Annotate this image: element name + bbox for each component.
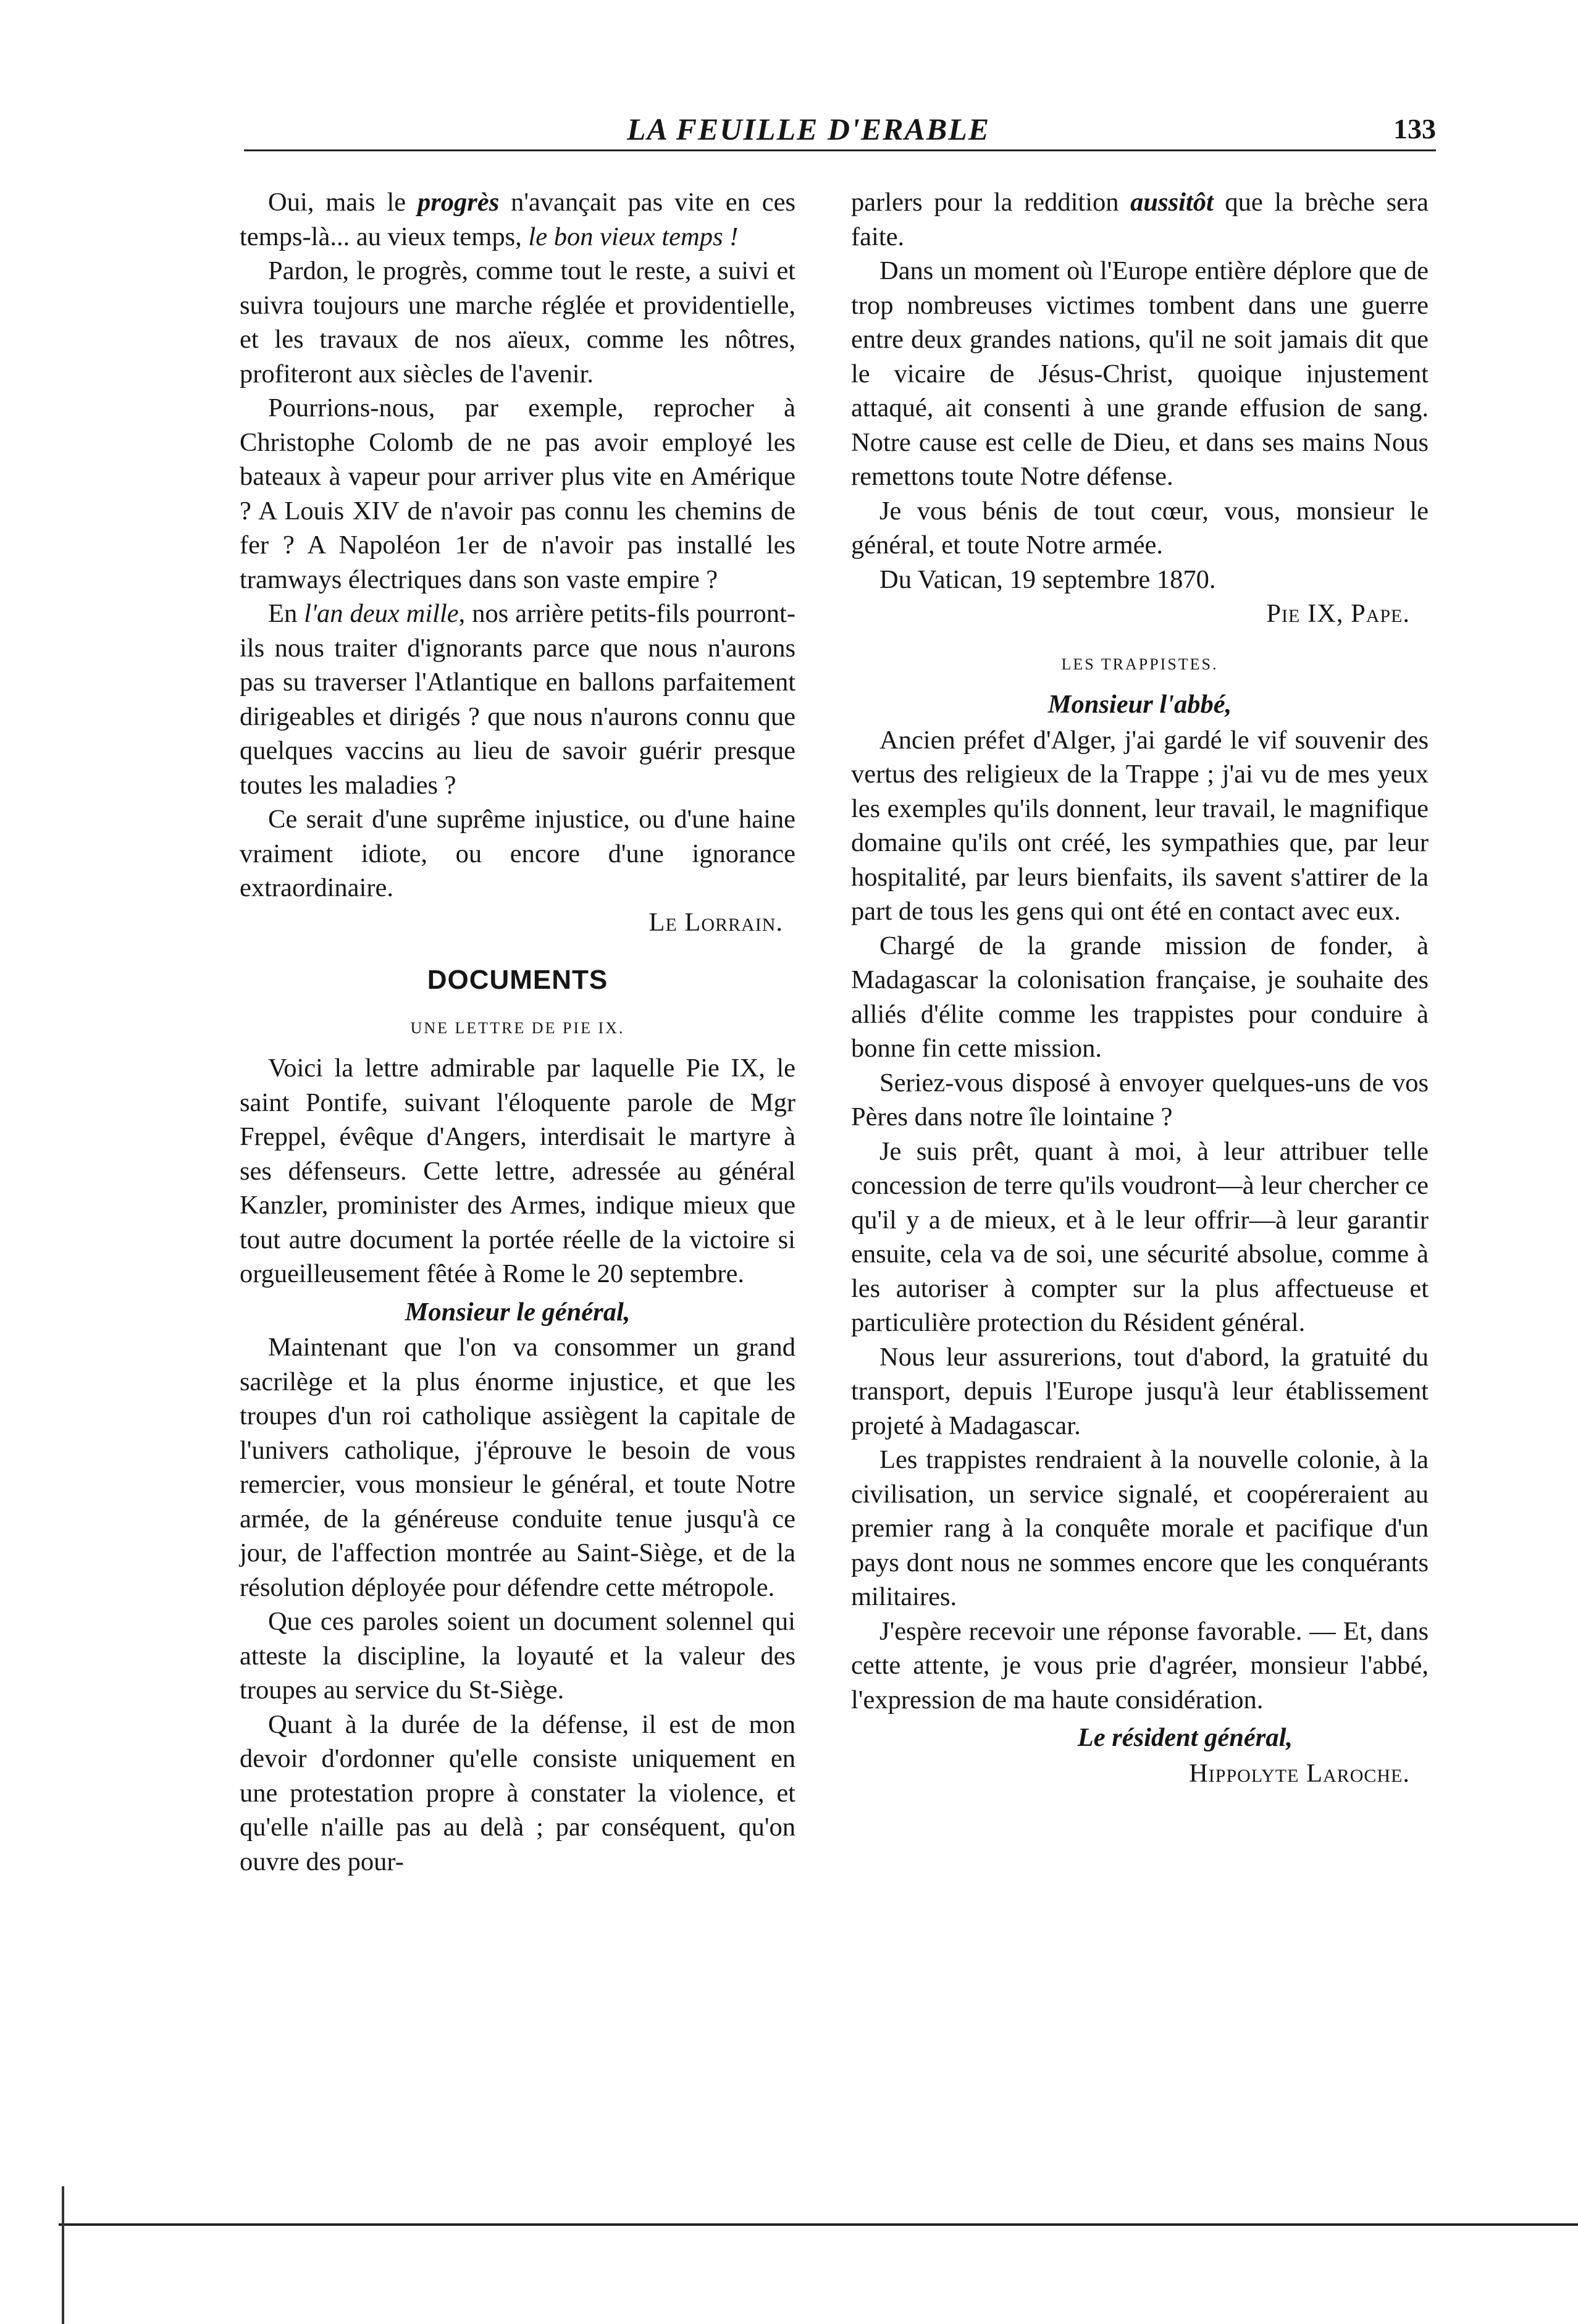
page-number: 133 xyxy=(1393,113,1436,145)
italic-text: aussitôt xyxy=(1130,188,1214,217)
bottom-edge-line xyxy=(59,2223,1578,2232)
paragraph xyxy=(240,185,795,254)
text: En xyxy=(268,599,304,628)
subheading-trappists: LES TRAPPISTES. xyxy=(1061,655,1219,673)
section-heading-documents: DOCUMENTS xyxy=(427,965,608,995)
italic-text: progrès xyxy=(418,188,500,217)
paragraph: Les trappistes rendraient à la nouvelle colonie, à la civilisation, un service signalé, et coopéreraient au premier rang à la conquête morale et pacifique d'un pays dont nous ne sommes encore que les conquérants militaires. xyxy=(851,1445,1429,1611)
text: , nos arrière petits-fils pourront-ils nous traiter d'ignorants parce que nous n'aurons pas su traverser l'Atlantique en ballons parfaitement dirigeables et dirigés ? que nous n'aurons connu que quelques vaccins au lieu de savoir guérir presque toutes les maladies ? xyxy=(240,599,795,800)
paragraph xyxy=(240,597,795,802)
paragraph: Chargé de la grande mission de fonder, à Madagascar la colonisation française, je souhaite des alliés d'élite comme les trappistes pour conduire à bonne fin cette mission. xyxy=(851,931,1429,1063)
text: parlers pour la reddition xyxy=(851,188,1131,217)
paragraph: Je vous bénis de tout cœur, vous, monsieur le général, et toute Notre armée. xyxy=(851,496,1429,560)
paragraph: Je suis prêt, quant à moi, à leur attribuer telle concession de terre qu'ils voudront—à leur chercher ce qu'il y a de mieux, et à le leur offrir—à leur garantir ensuite, cela va de soi, une sécurité absolue, comme à les autoriser à compter sur la plus affectueuse et particulière protection du Résident général. xyxy=(851,1136,1429,1337)
paragraph: Pourrions-nous, par exemple, reprocher à Christophe Colomb de ne pas avoir employé les bateaux à vapeur pour arriver plus vite en Amérique ? A Louis XIV de n'avoir pas connu les chemins de fer ? A Napoléon 1er de n'avoir pas installé les tramways électriques dans son vaste empire ? xyxy=(240,393,795,594)
paragraph: Maintenant que l'on va consommer un grand sacrilège et la plus énorme injustice, et que les troupes d'un roi catholique assiègent la capitale de l'univers catholique, j'éprouve le besoin de vous remercier, vous monsieur le général, et toute Notre armée, de la généreuse conduite tenue jusqu'à ce jour, de l'affection montrée au Saint-Siège, et de la résolution déployée pour défendre cette métropole. xyxy=(240,1333,795,1602)
text: n'avançait pas vite en ces temps-là... au vieux temps, xyxy=(240,188,795,251)
page-header xyxy=(244,111,1436,154)
signature-name: Hippolyte Laroche. xyxy=(1189,1758,1410,1788)
signature-pie-ix: Pie IX, Pape. xyxy=(1266,599,1410,628)
paragraph xyxy=(851,185,1429,254)
paragraph: Quant à la durée de la défense, il est de mon devoir d'ordonner qu'elle consiste uniquement en une protestation propre à constater la violence, et qu'elle n'aille pas au delà ; par conséquent, qu'on ouvre des pour- xyxy=(240,1709,795,1876)
running-title: LA FEUILLE D'ERABLE xyxy=(627,112,991,146)
salutation: Monsieur l'abbé, xyxy=(1047,690,1232,719)
italic-text: le bon vieux temps ! xyxy=(528,222,739,251)
paragraph: Nous leur assurerions, tout d'abord, la gratuité du transport, depuis l'Europe jusqu'à leur établissement projeté à Madagascar. xyxy=(851,1342,1429,1440)
signature-title: Le résident général, xyxy=(1077,1723,1293,1752)
paragraph: Pardon, le progrès, comme tout le reste, a suivi et suivra toujours une marche réglée et providentielle, et les travaux de nos aïeux, comme les nôtres, profiteront aux siècles de l'avenir. xyxy=(240,256,795,388)
paragraph: Ancien préfet d'Alger, j'ai gardé le vif souvenir des vertus des religieux de la Trappe ; j'ai vu de mes yeux les exemples qu'ils donnent, leur travail, le magnifique domaine qu'ils ont créé, les sympathies que, par leur hospitalité, par leurs bienfaits, ils savent s'attirer de la part de tous les gens qui ont été en contact avec eux. xyxy=(851,725,1429,926)
italic-text: l'an deux mille xyxy=(304,599,459,628)
subheading-letter: UNE LETTRE DE PIE IX. xyxy=(410,1018,625,1037)
text: que la brèche sera faite. xyxy=(851,188,1429,251)
paragraph: Que ces paroles soient un document solennel qui atteste la discipline, la loyauté et la valeur des troupes au service du St-Siège. xyxy=(240,1607,795,1705)
paragraph: Voici la lettre admirable par laquelle Pie IX, le saint Pontife, suivant l'éloquente parole de Mgr Freppel, évêque d'Angers, interdisait le martyre à ses défenseurs. Cette lettre, adressée au général Kanzler, prominister des Armes, indique mieux que tout autre document la portée réelle de la victoire si orgueilleusement fêtée à Rome le 20 septembre. xyxy=(240,1054,795,1288)
text: Oui, mais le xyxy=(268,188,418,217)
paragraph: Du Vatican, 19 septembre 1870. xyxy=(879,564,1216,594)
header-rule xyxy=(244,149,1436,151)
left-edge-mark xyxy=(62,2186,64,2324)
salutation: Monsieur le général, xyxy=(405,1297,631,1327)
paragraph: Seriez-vous disposé à envoyer quelques-uns de vos Pères dans notre île lointaine ? xyxy=(851,1068,1429,1131)
left-column xyxy=(240,185,795,1879)
paragraph: J'espère recevoir une réponse favorable. — Et, dans cette attente, je vous prie d'agréer, monsieur l'abbé, l'expression de ma haute considération. xyxy=(851,1616,1429,1714)
paragraph: Dans un moment où l'Europe entière déplore que de trop nombreuses victimes tombent dans une guerre entre deux grandes nations, qu'il ne soit jamais dit que le vicaire de Jésus-Christ, quoique injustement attaqué, ait consenti à une grande effusion de sang. Notre cause est celle de Dieu, et dans ses mains Nous remettons toute Notre défense. xyxy=(851,256,1429,491)
signature-le-lorrain: Le Lorrain. xyxy=(648,907,783,937)
right-column xyxy=(851,185,1429,1790)
paragraph: Ce serait d'une suprême injustice, ou d'une haine vraiment idiote, ou encore d'une ignorance extraordinaire. xyxy=(240,805,795,902)
